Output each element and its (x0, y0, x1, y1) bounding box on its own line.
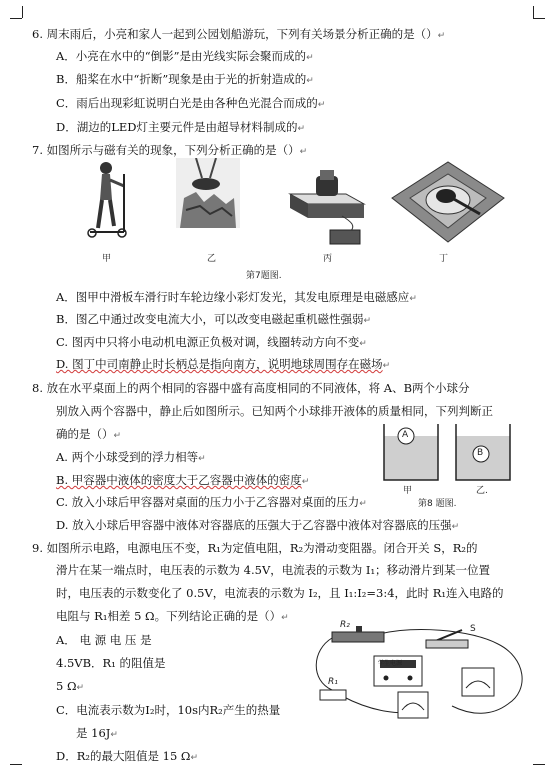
ammeter (398, 692, 428, 718)
q7-option-b: B．图乙中通过改变电流大小，可以改变电磁起重机磁性强弱↵ (56, 312, 371, 326)
q9-stem-line-4: 电阻与 R₁相差 5 Ω。下列结论正确的是（）↵ (56, 609, 289, 623)
voltmeter (462, 668, 494, 696)
scooter-photo (80, 160, 132, 240)
q9-option-c-cont: 是 16J↵ (76, 726, 118, 740)
rheostat-r2 (332, 632, 384, 642)
circuit-figure (302, 620, 534, 732)
q8-option-b: B. 甲容器中液体的密度大于乙容器中液体的密度↵ (56, 473, 310, 487)
q8-option-c: C. 放入小球后甲容器对桌面的压力小于乙容器对桌面的压力↵ (56, 495, 367, 509)
label-r1: R₁ (328, 677, 338, 687)
motor-apparatus (286, 168, 368, 248)
q9-option-d: D．R₂的最大阻值是 15 Ω↵ (56, 749, 199, 763)
q9-option-c: C．电流表示数为I₂时，10s内R₂产生的热量 (56, 703, 281, 717)
ball-a-label: A (402, 430, 409, 440)
q7-option-d: D. 图丁中司南静止时长柄总是指向南方，说明地球周围存在磁场↵ (56, 357, 391, 371)
containers-figure (380, 422, 520, 484)
q9-stem-line-2: 滑片在某一端点时，电压表的示数为 4.5V，电流表的示数为 I₁；移动滑片到某一位置 (56, 563, 491, 577)
q6-option-a: A．小亮在水中的“倒影”是由光线实际会聚而成的↵ (56, 49, 314, 63)
figure-label-yi: 乙 (207, 254, 217, 264)
container-label-jia: 甲 (403, 486, 413, 496)
figure-label-bing: 丙 (323, 254, 333, 264)
q7-stem: 7. 如图所示与磁有关的现象，下列分析正确的是（）↵ (32, 143, 308, 157)
q8-stem-line-2: 别放入两个容器中，静止后如图所示。已知两个小球排开液体的质量相同，下列判断正 (56, 404, 493, 418)
q6-option-c: C．雨后出现彩虹说明白光是由各种色光混合而成的↵ (56, 96, 326, 110)
q6-option-d: D．湖边的LED灯主要元件是由超导材料制成的↵ (56, 120, 306, 134)
figure-label-ding: 丁 (439, 254, 449, 264)
q9-stem-line-3: 时，电压表的示数变化了 0.5V，电流表的示数为 I₂，且 I₁:I₂=3:4，此时 R₁连入电路的 (56, 586, 504, 600)
q7-option-c: C. 图丙中只将小电动机电源正负极对调，线圈转动方向不变↵ (56, 335, 367, 349)
label-r2: R₂ (340, 620, 350, 630)
ball-b-label: B (477, 448, 484, 458)
crop-mark-top-right-h (533, 18, 545, 19)
q6-option-b: B．船桨在水中“折断”现象是由于光的折射造成的↵ (56, 72, 314, 86)
label-power-supply: 学生电源 (378, 660, 403, 667)
sinan-compass (388, 158, 508, 244)
container-label-yi: 乙. (476, 486, 488, 496)
resistor-r1 (320, 690, 346, 700)
figure-8-caption: 第8 题图. (418, 499, 457, 509)
q8-stem-line-1: 8. 放在水平桌面上的两个相同的容器中盛有高度相同的不同液体，将 A、B两个小球分 (32, 381, 470, 395)
crop-mark-top-left-v (22, 6, 23, 18)
q8-stem-line-3: 确的是（）↵ (56, 427, 122, 441)
q9-option-b-cont: 5 Ω↵ (56, 679, 85, 693)
q7-option-a: A．图甲中滑板车滑行时车轮边缘小彩灯发光，其发电原理是电磁感应↵ (56, 290, 417, 304)
figure-caption: 第7题图. (246, 271, 282, 281)
crop-mark-bottom-left-h (10, 764, 22, 765)
q9-option-a-cont: 4.5VB．R₁ 的阻值是 (56, 656, 166, 670)
crop-mark-bottom-right-h (533, 764, 545, 765)
q8-option-a: A. 两个小球受到的浮力相等↵ (56, 450, 206, 464)
q8-option-d: D. 放入小球后甲容器中液体对容器底的压强大于乙容器中液体对容器底的压强↵ (56, 518, 460, 532)
label-s: S (470, 624, 476, 634)
q9-stem-line-1: 9. 如图所示电路，电源电压不变，R₁为定值电阻，R₂为滑动变阻器。闭合开关 S，R₂的 (32, 541, 478, 555)
figure-label-jia: 甲 (102, 254, 112, 264)
q9-option-a: A． 电 源 电 压 是 (56, 633, 152, 647)
q6-stem: 6. 周末雨后，小亮和家人一起到公园划船游玩，下列有关场景分析正确的是（）↵ (32, 27, 446, 41)
electromagnet-crane-photo (176, 158, 240, 228)
crop-mark-top-left-h (10, 18, 22, 19)
crop-mark-top-right-v (533, 6, 534, 18)
